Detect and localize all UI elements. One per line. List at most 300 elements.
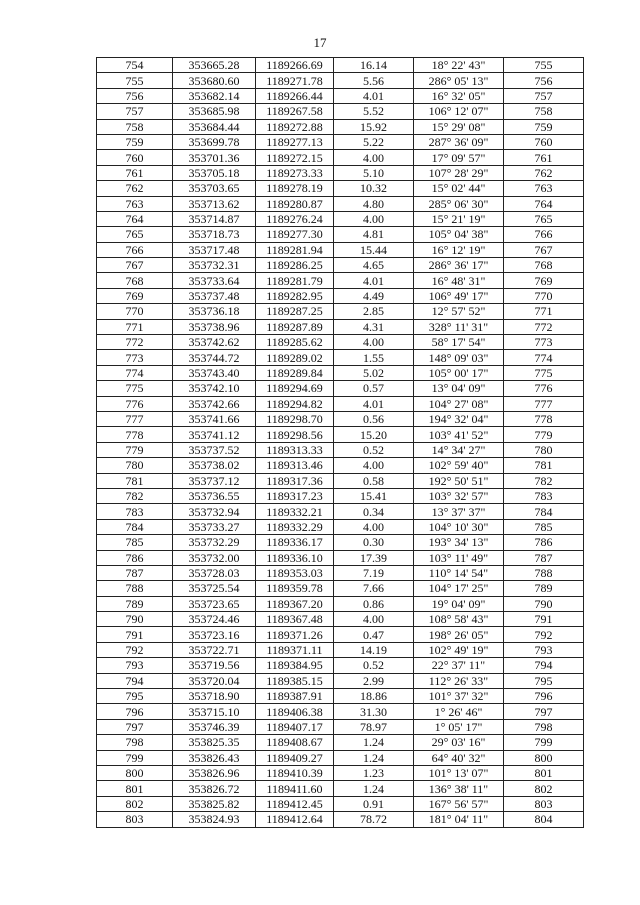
y-coordinate-cell: 1189411.60 <box>256 781 334 796</box>
bearing-cell: 102° 49' 19" <box>414 642 504 657</box>
y-coordinate-cell: 1189412.45 <box>256 796 334 811</box>
table-row <box>97 396 584 411</box>
x-coordinate-cell: 353737.52 <box>173 442 256 457</box>
y-coordinate-cell: 1189385.15 <box>256 673 334 688</box>
distance-cell: 1.24 <box>334 781 414 796</box>
x-coordinate-cell: 353744.72 <box>173 350 256 365</box>
point-number-cell: 797 <box>97 719 173 734</box>
bearing-cell: 104° 10' 30" <box>414 519 504 534</box>
x-coordinate-cell: 353824.93 <box>173 812 256 827</box>
x-coordinate-cell: 353741.12 <box>173 427 256 442</box>
next-point-number-cell: 774 <box>504 350 584 365</box>
point-number-cell: 778 <box>97 427 173 442</box>
x-coordinate-cell: 353826.72 <box>173 781 256 796</box>
x-coordinate-cell: 353746.39 <box>173 719 256 734</box>
distance-cell: 0.57 <box>334 381 414 396</box>
point-number-cell: 773 <box>97 350 173 365</box>
y-coordinate-cell: 1189287.89 <box>256 319 334 334</box>
y-coordinate-cell: 1189267.58 <box>256 104 334 119</box>
table-row <box>97 350 584 365</box>
y-coordinate-cell: 1189286.25 <box>256 258 334 273</box>
bearing-cell: 104° 17' 25" <box>414 581 504 596</box>
x-coordinate-cell: 353732.00 <box>173 550 256 565</box>
table-row <box>97 335 584 350</box>
point-number-cell: 765 <box>97 227 173 242</box>
distance-cell: 15.44 <box>334 242 414 257</box>
bearing-cell: 103° 41' 52" <box>414 427 504 442</box>
bearing-cell: 22° 37' 11" <box>414 658 504 673</box>
table-row <box>97 288 584 303</box>
point-number-cell: 782 <box>97 488 173 503</box>
x-coordinate-cell: 353719.56 <box>173 658 256 673</box>
next-point-number-cell: 769 <box>504 273 584 288</box>
x-coordinate-cell: 353703.65 <box>173 181 256 196</box>
y-coordinate-cell: 1189277.30 <box>256 227 334 242</box>
y-coordinate-cell: 1189332.29 <box>256 519 334 534</box>
x-coordinate-cell: 353714.87 <box>173 211 256 226</box>
table-row <box>97 550 584 565</box>
next-point-number-cell: 778 <box>504 411 584 426</box>
x-coordinate-cell: 353685.98 <box>173 104 256 119</box>
distance-cell: 2.99 <box>334 673 414 688</box>
distance-cell: 5.22 <box>334 134 414 149</box>
distance-cell: 0.34 <box>334 504 414 519</box>
y-coordinate-cell: 1189273.33 <box>256 165 334 180</box>
next-point-number-cell: 785 <box>504 519 584 534</box>
distance-cell: 1.24 <box>334 750 414 765</box>
table-row <box>97 812 584 827</box>
bearing-cell: 110° 14' 54" <box>414 565 504 580</box>
point-number-cell: 766 <box>97 242 173 257</box>
distance-cell: 4.80 <box>334 196 414 211</box>
x-coordinate-cell: 353728.03 <box>173 565 256 580</box>
distance-cell: 5.52 <box>334 104 414 119</box>
coordinates-table <box>96 57 584 828</box>
table-row <box>97 88 584 103</box>
distance-cell: 4.49 <box>334 288 414 303</box>
point-number-cell: 755 <box>97 73 173 88</box>
point-number-cell: 790 <box>97 612 173 627</box>
table-row <box>97 150 584 165</box>
y-coordinate-cell: 1189289.84 <box>256 365 334 380</box>
table-row <box>97 719 584 734</box>
next-point-number-cell: 762 <box>504 165 584 180</box>
table-row <box>97 765 584 780</box>
bearing-cell: 287° 36' 09" <box>414 134 504 149</box>
bearing-cell: 198° 26' 05" <box>414 627 504 642</box>
next-point-number-cell: 781 <box>504 458 584 473</box>
distance-cell: 4.00 <box>334 150 414 165</box>
point-number-cell: 764 <box>97 211 173 226</box>
y-coordinate-cell: 1189412.64 <box>256 812 334 827</box>
y-coordinate-cell: 1189266.69 <box>256 58 334 73</box>
distance-cell: 1.24 <box>334 735 414 750</box>
table-row <box>97 704 584 719</box>
next-point-number-cell: 796 <box>504 689 584 704</box>
bearing-cell: 16° 48' 31" <box>414 273 504 288</box>
point-number-cell: 776 <box>97 396 173 411</box>
point-number-cell: 760 <box>97 150 173 165</box>
x-coordinate-cell: 353715.10 <box>173 704 256 719</box>
next-point-number-cell: 792 <box>504 627 584 642</box>
table-row <box>97 535 584 550</box>
distance-cell: 1.23 <box>334 765 414 780</box>
distance-cell: 15.92 <box>334 119 414 134</box>
table-row <box>97 227 584 242</box>
y-coordinate-cell: 1189406.38 <box>256 704 334 719</box>
point-number-cell: 774 <box>97 365 173 380</box>
x-coordinate-cell: 353699.78 <box>173 134 256 149</box>
table-row <box>97 735 584 750</box>
table-row <box>97 242 584 257</box>
table-row <box>97 304 584 319</box>
distance-cell: 4.00 <box>334 519 414 534</box>
distance-cell: 31.30 <box>334 704 414 719</box>
next-point-number-cell: 794 <box>504 658 584 673</box>
x-coordinate-cell: 353742.62 <box>173 335 256 350</box>
table-row <box>97 519 584 534</box>
y-coordinate-cell: 1189285.62 <box>256 335 334 350</box>
bearing-cell: 181° 04' 11" <box>414 812 504 827</box>
distance-cell: 0.52 <box>334 442 414 457</box>
point-number-cell: 754 <box>97 58 173 73</box>
bearing-cell: 12° 57' 52" <box>414 304 504 319</box>
table-row <box>97 258 584 273</box>
distance-cell: 4.65 <box>334 258 414 273</box>
point-number-cell: 794 <box>97 673 173 688</box>
distance-cell: 0.47 <box>334 627 414 642</box>
bearing-cell: 103° 32' 57" <box>414 488 504 503</box>
table-row <box>97 273 584 288</box>
y-coordinate-cell: 1189317.36 <box>256 473 334 488</box>
bearing-cell: 64° 40' 32" <box>414 750 504 765</box>
point-number-cell: 801 <box>97 781 173 796</box>
distance-cell: 4.00 <box>334 458 414 473</box>
next-point-number-cell: 779 <box>504 427 584 442</box>
bearing-cell: 167° 56' 57" <box>414 796 504 811</box>
x-coordinate-cell: 353736.55 <box>173 488 256 503</box>
point-number-cell: 795 <box>97 689 173 704</box>
x-coordinate-cell: 353733.64 <box>173 273 256 288</box>
table-row <box>97 165 584 180</box>
x-coordinate-cell: 353737.12 <box>173 473 256 488</box>
table-row <box>97 581 584 596</box>
bearing-cell: 104° 27' 08" <box>414 396 504 411</box>
next-point-number-cell: 771 <box>504 304 584 319</box>
next-point-number-cell: 784 <box>504 504 584 519</box>
y-coordinate-cell: 1189367.48 <box>256 612 334 627</box>
table-row <box>97 119 584 134</box>
next-point-number-cell: 756 <box>504 73 584 88</box>
bearing-cell: 148° 09' 03" <box>414 350 504 365</box>
next-point-number-cell: 800 <box>504 750 584 765</box>
point-number-cell: 787 <box>97 565 173 580</box>
bearing-cell: 286° 36' 17" <box>414 258 504 273</box>
x-coordinate-cell: 353665.28 <box>173 58 256 73</box>
distance-cell: 1.55 <box>334 350 414 365</box>
next-point-number-cell: 768 <box>504 258 584 273</box>
y-coordinate-cell: 1189294.69 <box>256 381 334 396</box>
table-row <box>97 196 584 211</box>
point-number-cell: 762 <box>97 181 173 196</box>
point-number-cell: 768 <box>97 273 173 288</box>
bearing-cell: 29° 03' 16" <box>414 735 504 750</box>
y-coordinate-cell: 1189281.79 <box>256 273 334 288</box>
point-number-cell: 788 <box>97 581 173 596</box>
y-coordinate-cell: 1189298.70 <box>256 411 334 426</box>
distance-cell: 4.01 <box>334 273 414 288</box>
next-point-number-cell: 802 <box>504 781 584 796</box>
bearing-cell: 16° 32' 05" <box>414 88 504 103</box>
y-coordinate-cell: 1189408.67 <box>256 735 334 750</box>
x-coordinate-cell: 353736.18 <box>173 304 256 319</box>
point-number-cell: 792 <box>97 642 173 657</box>
y-coordinate-cell: 1189294.82 <box>256 396 334 411</box>
bearing-cell: 105° 04' 38" <box>414 227 504 242</box>
x-coordinate-cell: 353718.73 <box>173 227 256 242</box>
x-coordinate-cell: 353722.71 <box>173 642 256 657</box>
point-number-cell: 796 <box>97 704 173 719</box>
distance-cell: 4.00 <box>334 211 414 226</box>
y-coordinate-cell: 1189387.91 <box>256 689 334 704</box>
next-point-number-cell: 767 <box>504 242 584 257</box>
x-coordinate-cell: 353718.90 <box>173 689 256 704</box>
next-point-number-cell: 780 <box>504 442 584 457</box>
next-point-number-cell: 786 <box>504 535 584 550</box>
point-number-cell: 791 <box>97 627 173 642</box>
distance-cell: 0.52 <box>334 658 414 673</box>
bearing-cell: 13° 37' 37" <box>414 504 504 519</box>
x-coordinate-cell: 353680.60 <box>173 73 256 88</box>
next-point-number-cell: 793 <box>504 642 584 657</box>
next-point-number-cell: 801 <box>504 765 584 780</box>
x-coordinate-cell: 353723.16 <box>173 627 256 642</box>
distance-cell: 4.81 <box>334 227 414 242</box>
table-row <box>97 427 584 442</box>
y-coordinate-cell: 1189277.13 <box>256 134 334 149</box>
point-number-cell: 772 <box>97 335 173 350</box>
table-row <box>97 781 584 796</box>
distance-cell: 0.58 <box>334 473 414 488</box>
next-point-number-cell: 761 <box>504 150 584 165</box>
distance-cell: 0.91 <box>334 796 414 811</box>
x-coordinate-cell: 353705.18 <box>173 165 256 180</box>
point-number-cell: 798 <box>97 735 173 750</box>
x-coordinate-cell: 353732.31 <box>173 258 256 273</box>
y-coordinate-cell: 1189313.46 <box>256 458 334 473</box>
next-point-number-cell: 775 <box>504 365 584 380</box>
table-row <box>97 689 584 704</box>
x-coordinate-cell: 353724.46 <box>173 612 256 627</box>
table-row <box>97 627 584 642</box>
y-coordinate-cell: 1189336.10 <box>256 550 334 565</box>
table-row <box>97 658 584 673</box>
bearing-cell: 13° 04' 09" <box>414 381 504 396</box>
table-row <box>97 458 584 473</box>
bearing-cell: 1° 26' 46" <box>414 704 504 719</box>
table-row <box>97 73 584 88</box>
x-coordinate-cell: 353732.94 <box>173 504 256 519</box>
y-coordinate-cell: 1189317.23 <box>256 488 334 503</box>
distance-cell: 7.66 <box>334 581 414 596</box>
next-point-number-cell: 759 <box>504 119 584 134</box>
bearing-cell: 192° 50' 51" <box>414 473 504 488</box>
distance-cell: 2.85 <box>334 304 414 319</box>
point-number-cell: 783 <box>97 504 173 519</box>
point-number-cell: 759 <box>97 134 173 149</box>
next-point-number-cell: 783 <box>504 488 584 503</box>
next-point-number-cell: 787 <box>504 550 584 565</box>
bearing-cell: 105° 00' 17" <box>414 365 504 380</box>
bearing-cell: 286° 05' 13" <box>414 73 504 88</box>
next-point-number-cell: 764 <box>504 196 584 211</box>
x-coordinate-cell: 353825.82 <box>173 796 256 811</box>
next-point-number-cell: 804 <box>504 812 584 827</box>
distance-cell: 5.02 <box>334 365 414 380</box>
point-number-cell: 799 <box>97 750 173 765</box>
y-coordinate-cell: 1189281.94 <box>256 242 334 257</box>
point-number-cell: 789 <box>97 596 173 611</box>
distance-cell: 16.14 <box>334 58 414 73</box>
y-coordinate-cell: 1189287.25 <box>256 304 334 319</box>
y-coordinate-cell: 1189282.95 <box>256 288 334 303</box>
bearing-cell: 15° 02' 44" <box>414 181 504 196</box>
distance-cell: 18.86 <box>334 689 414 704</box>
next-point-number-cell: 798 <box>504 719 584 734</box>
point-number-cell: 763 <box>97 196 173 211</box>
bearing-cell: 18° 22' 43" <box>414 58 504 73</box>
bearing-cell: 15° 29' 08" <box>414 119 504 134</box>
point-number-cell: 793 <box>97 658 173 673</box>
point-number-cell: 802 <box>97 796 173 811</box>
y-coordinate-cell: 1189298.56 <box>256 427 334 442</box>
bearing-cell: 1° 05' 17" <box>414 719 504 734</box>
y-coordinate-cell: 1189371.11 <box>256 642 334 657</box>
bearing-cell: 14° 34' 27" <box>414 442 504 457</box>
y-coordinate-cell: 1189280.87 <box>256 196 334 211</box>
coordinates-table-body <box>97 58 584 828</box>
x-coordinate-cell: 353826.96 <box>173 765 256 780</box>
x-coordinate-cell: 353738.96 <box>173 319 256 334</box>
next-point-number-cell: 776 <box>504 381 584 396</box>
x-coordinate-cell: 353713.62 <box>173 196 256 211</box>
table-row <box>97 504 584 519</box>
bearing-cell: 17° 09' 57" <box>414 150 504 165</box>
x-coordinate-cell: 353701.36 <box>173 150 256 165</box>
distance-cell: 15.20 <box>334 427 414 442</box>
distance-cell: 78.97 <box>334 719 414 734</box>
next-point-number-cell: 789 <box>504 581 584 596</box>
x-coordinate-cell: 353742.66 <box>173 396 256 411</box>
point-number-cell: 777 <box>97 411 173 426</box>
table-row <box>97 596 584 611</box>
table-row <box>97 411 584 426</box>
y-coordinate-cell: 1189271.78 <box>256 73 334 88</box>
table-row <box>97 612 584 627</box>
bearing-cell: 15° 21' 19" <box>414 211 504 226</box>
next-point-number-cell: 797 <box>504 704 584 719</box>
bearing-cell: 193° 34' 13" <box>414 535 504 550</box>
distance-cell: 17.39 <box>334 550 414 565</box>
distance-cell: 0.56 <box>334 411 414 426</box>
y-coordinate-cell: 1189289.02 <box>256 350 334 365</box>
table-row <box>97 473 584 488</box>
point-number-cell: 756 <box>97 88 173 103</box>
table-row <box>97 642 584 657</box>
table-row <box>97 319 584 334</box>
x-coordinate-cell: 353737.48 <box>173 288 256 303</box>
x-coordinate-cell: 353741.66 <box>173 411 256 426</box>
distance-cell: 0.30 <box>334 535 414 550</box>
y-coordinate-cell: 1189272.15 <box>256 150 334 165</box>
y-coordinate-cell: 1189278.19 <box>256 181 334 196</box>
distance-cell: 4.00 <box>334 612 414 627</box>
next-point-number-cell: 795 <box>504 673 584 688</box>
point-number-cell: 786 <box>97 550 173 565</box>
point-number-cell: 770 <box>97 304 173 319</box>
next-point-number-cell: 766 <box>504 227 584 242</box>
x-coordinate-cell: 353742.10 <box>173 381 256 396</box>
x-coordinate-cell: 353733.27 <box>173 519 256 534</box>
x-coordinate-cell: 353682.14 <box>173 88 256 103</box>
bearing-cell: 285° 06' 30" <box>414 196 504 211</box>
distance-cell: 5.56 <box>334 73 414 88</box>
table-row <box>97 488 584 503</box>
y-coordinate-cell: 1189266.44 <box>256 88 334 103</box>
next-point-number-cell: 770 <box>504 288 584 303</box>
table-row <box>97 58 584 73</box>
next-point-number-cell: 799 <box>504 735 584 750</box>
next-point-number-cell: 758 <box>504 104 584 119</box>
x-coordinate-cell: 353725.54 <box>173 581 256 596</box>
y-coordinate-cell: 1189359.78 <box>256 581 334 596</box>
y-coordinate-cell: 1189371.26 <box>256 627 334 642</box>
next-point-number-cell: 763 <box>504 181 584 196</box>
x-coordinate-cell: 353717.48 <box>173 242 256 257</box>
point-number-cell: 771 <box>97 319 173 334</box>
point-number-cell: 758 <box>97 119 173 134</box>
distance-cell: 4.00 <box>334 335 414 350</box>
distance-cell: 0.86 <box>334 596 414 611</box>
next-point-number-cell: 760 <box>504 134 584 149</box>
y-coordinate-cell: 1189336.17 <box>256 535 334 550</box>
bearing-cell: 101° 37' 32" <box>414 689 504 704</box>
point-number-cell: 800 <box>97 765 173 780</box>
x-coordinate-cell: 353738.02 <box>173 458 256 473</box>
y-coordinate-cell: 1189407.17 <box>256 719 334 734</box>
y-coordinate-cell: 1189367.20 <box>256 596 334 611</box>
table-row <box>97 104 584 119</box>
x-coordinate-cell: 353720.04 <box>173 673 256 688</box>
distance-cell: 10.32 <box>334 181 414 196</box>
point-number-cell: 785 <box>97 535 173 550</box>
bearing-cell: 103° 11' 49" <box>414 550 504 565</box>
x-coordinate-cell: 353825.35 <box>173 735 256 750</box>
y-coordinate-cell: 1189272.88 <box>256 119 334 134</box>
distance-cell: 78.72 <box>334 812 414 827</box>
bearing-cell: 101° 13' 07" <box>414 765 504 780</box>
table-row <box>97 381 584 396</box>
table-row <box>97 181 584 196</box>
next-point-number-cell: 791 <box>504 612 584 627</box>
table-row <box>97 673 584 688</box>
bearing-cell: 58° 17' 54" <box>414 335 504 350</box>
next-point-number-cell: 757 <box>504 88 584 103</box>
table-row <box>97 750 584 765</box>
y-coordinate-cell: 1189353.03 <box>256 565 334 580</box>
table-row <box>97 365 584 380</box>
distance-cell: 4.01 <box>334 88 414 103</box>
